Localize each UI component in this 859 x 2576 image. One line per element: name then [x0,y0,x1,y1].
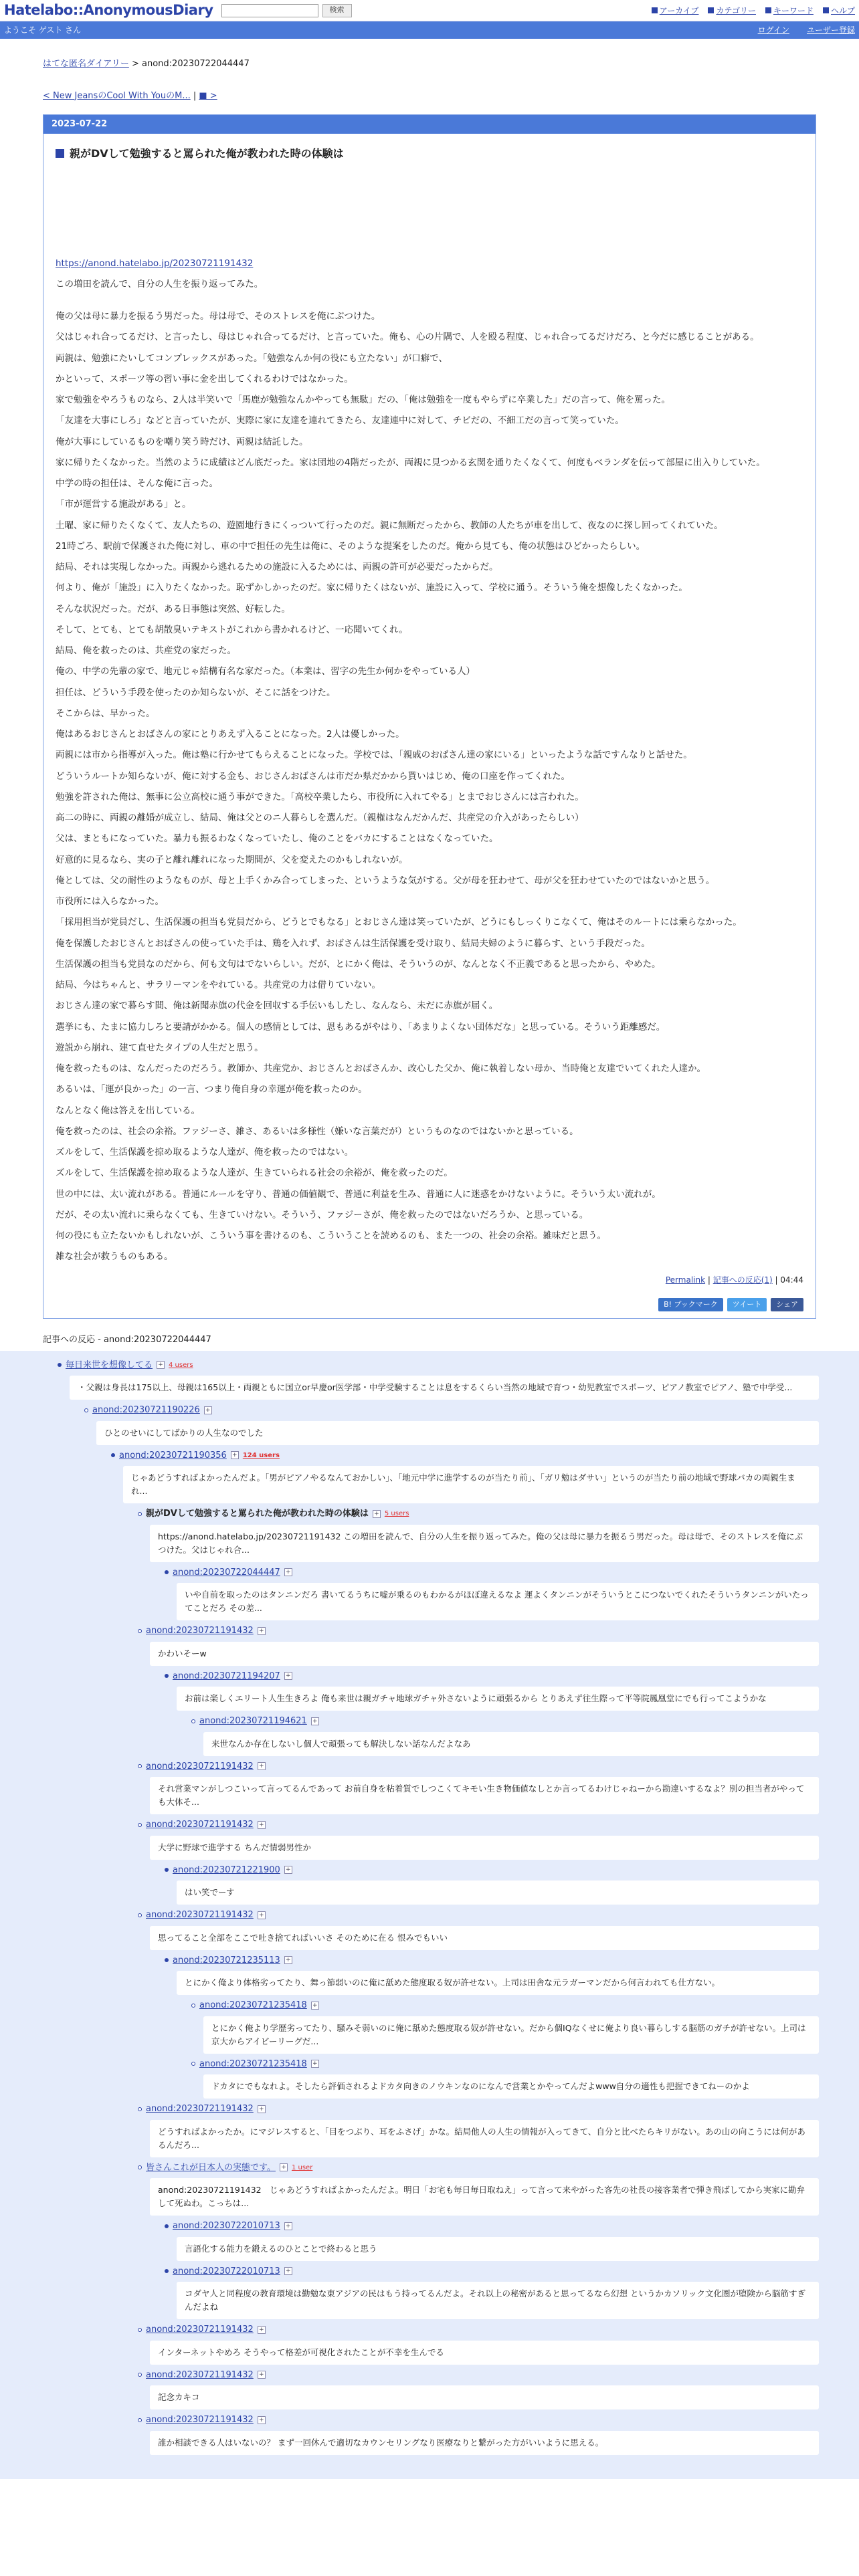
bullet-icon [165,1674,169,1678]
header-nav [652,5,855,17]
reaction-item [165,2220,819,2261]
reaction-excerpt: 来世なんか存在しないし個人で頑張っても解決しない話なんだよなあ [203,1732,819,1756]
entry-paragraph: 勉強を許された俺は、無事に公立高校に通う事ができた。「高校卒業したら、市役所に入れてやる」とまでおじさんには言われた。 [56,791,584,802]
entry-paragraph: 市役所には入らなかった。 [56,896,164,907]
reaction-excerpt: コダヤ人と同程度の教育環境は勤勉な東アジアの民はもう持ってるんだよ。それ以上の秘密があると思ってるなら幻想 というかカソリック文化圏が堕険から脳筋すぎんだよね [177,2282,819,2319]
nav-sep: | [190,90,199,101]
bullet-icon [165,2269,169,2273]
bookmark-users-count[interactable]: 4 users [169,1361,193,1369]
search-button[interactable]: 検索 [322,4,352,17]
entry-paragraph: おじさん達の家で暮らす間、俺は新聞赤旗の代金を回収する手伝いもしたし、なんなら、未だに赤旗が届く。 [56,1000,498,1012]
entry-paragraph: 遊説から崩れ、建て直せたタイプの人生だと思う。 [56,1042,264,1053]
bullet-icon [138,2165,142,2169]
expand-icon[interactable]: + [258,2416,266,2424]
reaction-title[interactable]: anond:20230721194207 [173,1671,280,1681]
expand-icon[interactable]: + [157,1361,165,1369]
expand-icon[interactable]: + [284,1956,292,1964]
site-logo[interactable]: Hatelabo::AnonymousDiary [4,1,213,18]
bullet-icon [138,2328,142,2332]
expand-icon[interactable]: + [284,1672,292,1680]
bookmark-button[interactable]: B! ブックマーク [658,1298,723,1312]
expand-icon[interactable]: + [231,1451,239,1459]
entry-paragraphs [56,276,803,1270]
entry-paragraph: かといって、スポーツ等の習い事に金を出してくれるわけではなかった。 [56,373,353,385]
reaction-header [84,1404,819,1417]
expand-icon[interactable]: + [311,2060,319,2068]
reaction-item [191,1715,819,1756]
reaction-excerpt: とにかく俺より体格劣ってたり、舞っ節弱いのに俺に舐めた態度取る奴が許せない。上司は田舎な元ラガーマンだから何言われても仕方ない。 [177,1971,819,1995]
entry-paragraph: 好意的に見るなら、実の子と離れ離れになった期間が、父を変えたのかもしれないが。 [56,854,408,865]
register-link[interactable]: ユーザー登録 [806,25,855,35]
breadcrumb [43,58,816,71]
reaction-excerpt: それ営業マンがしつこいって言ってるんであって お前自身を粘着質でしつこくてキモい生き物価値なしとか言ってるわけじゃねーから勘違いするなよ？別の担当者がやっても大体そ... [150,1777,819,1814]
reaction-title[interactable]: anond:20230721191432 [146,2325,254,2335]
reaction-excerpt: 大学に野球で進学する ちんだ情弱男性か [150,1836,819,1860]
reaction-header [138,2369,819,2382]
expand-icon[interactable]: + [311,1717,319,1725]
entry-date: 2023-07-22 [43,115,816,134]
entry-paragraph: 雑な社会が救うものもある。 [56,1251,173,1263]
page-bottom-spacer [0,2479,859,2526]
entry-title [56,146,803,162]
reaction-title: 親がDVして勉強すると罵られた俺が教われた時の体験は [146,1509,369,1519]
reaction-header [111,1449,819,1463]
reaction-header [165,1954,819,1967]
reaction-title[interactable]: anond:20230721191432 [146,1910,254,1920]
reaction-header [138,1760,819,1774]
entry-time: 04:44 [780,1275,803,1285]
bullet-icon [165,1868,169,1872]
entry-paragraph: 何の役にも立たないかもしれないが、こういう事を書けるのも、こういうことを読めるのも、また一つの、社会の余裕。雑味だと思う。 [56,1230,606,1241]
login-link[interactable]: ログイン [757,25,789,35]
bullet-icon [165,1570,169,1574]
entry-paragraph: どういうルートか知らないが、俺に対する金も、おじさんおばさんは市だか県だかから貰いはじめ、俺の口座を作ってくれた。 [56,770,570,782]
entry-paragraph: 俺としては、父の耐性のようなものが、母と上手くかみ合ってしまった、というような気がする。父が母を狂わせて、母が父を狂わせていたのではないかと思う。 [56,875,715,886]
bullet-icon [111,1453,115,1457]
reaction-header [165,1566,819,1580]
entry-paragraph: 高二の時に、両親の離婚が成立し、結局、俺は父とのニ人暮らしを選んだ。（親権はなんだかんだ、共産党の介入があったらしい） [56,813,584,823]
entry-paragraph: 父はじゃれ合ってるだけ、と言ったし、母はじゃれ合ってるだけ、と言っていた。俺も、心の片隅で、人を殴る程度、じゃれ合ってるだけだろ、と今だに感じることがある。 [56,332,759,343]
expand-icon[interactable]: + [284,2267,292,2275]
breadcrumb-home[interactable]: はてな匿名ダイアリー [43,59,129,69]
reaction-title[interactable]: anond:20230722010713 [173,2221,280,2231]
entry-paragraph: 父は、まともになっていた。暴力も振るわなくなっていたし、俺のことをバカにすることはなくなっていた。 [56,833,498,845]
nav-category[interactable]: カテゴリー [708,5,756,17]
reaction-item [138,2323,819,2365]
reaction-excerpt: 記念カキコ [150,2385,819,2409]
entry-paragraph: 俺はあるおじさんとおばさんの家にとりあえず入ることになった。2人は優しかった。 [56,729,405,740]
reaction-title[interactable]: 皆さんこれが日本人の実態です。 [146,2162,276,2173]
nav-keyword[interactable]: キーワード [765,5,814,17]
square-icon [56,149,64,158]
reaction-item [138,1909,819,1950]
entry-paragraph: そこからは、早かった。 [56,708,155,719]
reaction-item [138,2161,819,2216]
entry-paragraph: 世の中には、太い流れがある。普通にルールを守り、普通の価値観で、普通に利益を生み、普通に人に迷惑をかけないように。そういう太い流れが。 [56,1188,661,1200]
expand-icon[interactable]: + [258,2371,266,2379]
entry-paragraph: 生活保護の担当も党員なのだから、何も文句はでないらしい。だが、とにかく俺は、そういうのが、なんとなく不正義であると思ったから、やめた。 [56,958,661,970]
bullet-icon [138,1629,142,1633]
entry-paragraph: 担任は、どういう手段を使ったのか知らないが、そこに話をつけた。 [56,687,336,698]
entry-paragraph: 俺を保護したおじさんとおばさんの使っていた手は、鶏を入れず、おばさんは生活保護を受け取り、結局夫婦のように暮らす、という手段だった。 [56,938,650,949]
expand-icon[interactable]: + [258,1911,266,1919]
reaction-header [138,2161,819,2175]
expand-icon[interactable]: + [284,1866,292,1874]
square-icon [823,7,829,13]
reaction-title[interactable]: anond:20230721235418 [199,2058,307,2069]
nav-help[interactable]: ヘルプ [823,5,855,17]
bullet-icon [138,1512,142,1516]
next-entry-link[interactable]: ■ > [199,90,217,101]
square-icon [765,7,771,13]
square-icon [652,7,658,13]
reaction-title[interactable]: anond:20230722044447 [173,1567,280,1578]
bullet-icon [84,1408,88,1412]
reaction-item [138,1818,819,1860]
entry-nav [43,90,816,103]
entry-box [43,114,816,1319]
reaction-item [165,1566,819,1621]
entry-paragraph: 何より、俺が「施設」に入りたくなかった。恥ずかしかったのだ。家に帰りたくはないが、施設に入って、学校に通う。そういう俺を想像したくなかった。 [56,582,688,594]
reaction-excerpt: とにかく俺より学歴劣ってたり、騒みそ弱いのに俺に舐めた態度取る奴が許せない。だから個IQなくせに俺より良い暮らしする脳筋のガチが許せない。上司は京大からアイビーリーグだ... [203,2016,819,2054]
welcome-text: ようこそ ゲスト さん [4,25,82,35]
reaction-item [191,1999,819,2054]
reaction-excerpt: かわいそーw [150,1642,819,1666]
entry-paragraph: 結局、それは実現しなかった。両親から逃れるための施設に入るためには、両親の許可が必要だったからだ。 [56,562,498,572]
reaction-title[interactable]: anond:20230721191432 [146,2369,254,2380]
reaction-item [165,2265,819,2320]
bullet-icon [138,2107,142,2111]
reactions-tree [0,1351,859,2479]
reaction-header [165,2265,819,2278]
entry-paragraph: この増田を読んで、自分の人生を振り返ってみた。 [56,278,264,290]
entry-paragraph: 家で勉強をやろうものなら、2人は半笑いで「馬鹿が勉強なんかやっても無駄」だの、「俺は勉強を一度もやらずに卒業した」だの言って、俺を罵った。 [56,395,671,405]
entry-paragraph: 俺を救ったものは、なんだったのだろう。教師か、共産党か、おじさんとおばさんか、改心した父か、俺に執着しない母か、当時俺と友達でいてくれた人達か。 [56,1063,706,1074]
expand-icon[interactable]: + [258,2105,266,2113]
reaction-header [138,1624,819,1638]
bullet-icon [191,1719,195,1723]
reaction-title[interactable]: anond:20230721191432 [146,1820,254,1830]
entry-paragraph: なんとなく俺は答えを出している。 [56,1105,200,1116]
reaction-title[interactable]: 毎日来世を想像してる [66,1360,153,1370]
entry-paragraph: 「市が運営する施設がある」と。 [56,499,191,510]
reaction-item [138,1507,819,1562]
bullet-icon [138,1913,142,1917]
entry-paragraph: 俺の、中学の先輩の家で、地元じゃ結構有名な家だった。（本業は、習字の先生か何かをやっている人） [56,666,475,677]
bullet-icon [58,1363,62,1367]
reaction-title[interactable]: anond:20230721191432 [146,2415,254,2425]
entry-paragraph: 21時ごろ、駅前で保護された俺に対し、車の中で担任の先生は俺に、そのような提案をしたのだ。俺から見ても、俺の状態はひどかったらしい。 [56,540,646,552]
nav-archive[interactable]: アーカイブ [652,5,699,17]
entry [43,134,816,1294]
reaction-title[interactable]: anond:20230721194621 [199,1716,307,1726]
bullet-icon [138,2418,142,2422]
expand-icon[interactable]: + [204,1406,212,1414]
entry-paragraph: ズルをして、生活保護を掠め取るような人達が、生きていられる社会の余裕が、俺を救ったのだ。 [56,1168,453,1179]
reactions-heading: 記事への反応 - anond:20230722044447 [43,1335,211,1345]
square-icon [708,7,714,13]
bullet-icon [165,2224,169,2228]
bookmark-users-count[interactable]: 124 users [242,1451,280,1459]
breadcrumb-sep: > [128,59,142,69]
reaction-title[interactable]: anond:20230721221900 [173,1864,280,1875]
entry-paragraph: 家に帰りたくなかった。当然のように成績はどん底だった。家は団地の4階だったが、両親に見つかる玄関を通りたくなくて、何度もベランダを伝って部屋に出入りしていた。 [56,457,765,468]
reaction-header [138,1507,819,1521]
expand-icon[interactable]: + [284,1568,292,1576]
bullet-icon [165,1958,169,1962]
reaction-excerpt: はい笑でーす [177,1881,819,1905]
reaction-header [191,1999,819,2012]
site-header [0,0,859,21]
reaction-item [191,2058,819,2099]
reaction-excerpt: 誰か相談できる人はいないの？ まず一回休んで適切なカウンセリングなり医療なりと繋がった方がいいように思える。 [150,2431,819,2455]
entry-paragraph: ズルをして、生活保護を掠め取るような人達が、俺を救ったのではない。 [56,1147,354,1158]
reaction-header [138,2103,819,2116]
reaction-title[interactable]: anond:20230721235418 [199,2000,307,2010]
reaction-header [191,1715,819,1728]
entry-paragraph: 「採用担当が党員だし、生活保護の担当も党員だから、どうとでもなる」とおじさん達は笑っていたが、どうにもしっくりこなくて、俺はそのルートには乗らなかった。 [56,917,742,928]
bullet-icon [138,2373,142,2377]
entry-paragraph: 俺を救ったのは、社会の余裕。ファジーさ、雑さ、あるいは多様性（嫌いな言葉だが）というものなのではないかと思っている。 [56,1125,579,1137]
reaction-header [58,1359,819,1372]
entry-paragraph: 両親には市から指導が入った。俺は塾に行かせてもらえることになった。学校では、「親戚のおばさん達の家にいる」といったような話ですんなりと話せた。 [56,750,692,761]
reaction-excerpt: 言語化する能力を鍛えるのひとことで終わると思う [177,2237,819,2261]
search-input[interactable] [221,4,318,17]
reaction-excerpt: じゃあどうすればよかったんだよ。「男がピアノやるなんておかしい」、「地元中学に進学するのが当たり前」、「ガリ勉はダサい」というのが当たり前の地域で野球バカの両親生まれ... [123,1466,819,1503]
expand-icon[interactable]: + [258,1627,266,1635]
breadcrumb-current: anond:20230722044447 [142,59,250,69]
reaction-item [165,1864,819,1905]
bookmark-users-count[interactable]: 5 users [384,1510,409,1518]
entry-paragraph: 結局、俺を救ったのは、共産党の家だった。 [56,645,236,656]
reaction-excerpt: ドカタにでもなれよ。そしたら評価されるよドカタ向きのノウキンなのになんで営業とかやってんだよwww自分の適性も把握できてねーのかよ [203,2074,819,2099]
entry-paragraph: 選挙にも、たまに協力しろと要請がかかる。個人の感情としては、恩もあるがやはり、「あまりよくない団体だな」と思っている。そういう距離感だ。 [56,1021,666,1033]
reaction-item [138,1624,819,1666]
reaction-header [138,1909,819,1922]
entry-paragraph: 土曜、家に帰りたくなくて、友人たちの、遊園地行きにくっついて行ったのだ。親に無断だったから、教師の人たちが車を出して、夜なのに探し回ってくれていた。 [56,520,723,531]
reaction-excerpt: インターネットやめろ そうやって格差が可視化されたことが不幸を生んでる [150,2341,819,2365]
reaction-header [138,2413,819,2427]
reaction-header [138,1818,819,1832]
expand-icon[interactable]: + [284,2222,292,2230]
reaction-item [165,1670,819,1711]
reaction-header [165,1864,819,1877]
entry-url-link[interactable]: https://anond.hatelabo.jp/20230721191432 [56,257,254,269]
entry-paragraph: 結局、今はちゃんと、サラリーマンをやれている。共産党の力は借りていない。 [56,980,381,990]
entry-paragraph: 中学の時の担任は、そんな俺に言った。 [56,478,218,489]
bookmark-users-count[interactable]: 1 user [291,2163,313,2171]
entry-paragraph: あるいは、「運が良かった」の一言、つまり俺自身の幸運が俺を救ったのか。 [56,1084,367,1095]
bullet-icon [138,1764,142,1768]
tweet-button[interactable]: ツイート [727,1298,767,1312]
main-content [0,58,859,1319]
reaction-title[interactable]: anond:20230721191432 [146,1626,254,1636]
reaction-title[interactable]: anond:20230721191432 [146,1761,254,1772]
reaction-header [191,2058,819,2071]
entry-paragraph: 俺が大事にしているものを嘲り笑う時だけ、両親は結託した。 [56,436,308,447]
reaction-item [165,1954,819,1996]
prev-entry-link[interactable]: < New JeansのCool With YouのM... [43,90,191,101]
reaction-item [111,1449,819,1504]
reaction-title[interactable]: anond:20230721190356 [119,1450,227,1461]
expand-icon[interactable]: + [373,1510,381,1518]
entry-paragraph: 俺の父は母に暴力を振るう男だった。母は母で、そのストレスを俺にぶつけた。 [56,311,381,322]
entry-paragraph: そして、とても、とても胡散臭いテキストがこれから書かれるけど、一応聞いてくれ。 [56,624,408,635]
expand-icon[interactable]: + [258,1821,266,1829]
reaction-header [165,1670,819,1683]
reaction-excerpt: https://anond.hatelabo.jp/20230721191432 この増田を読んで、自分の人生を振り返ってみた。俺の父は母に暴力を振るう男だった。母は母で、そのストレスを俺にぶつけた。父はじゃれ合... [150,1525,819,1562]
reaction-title[interactable]: anond:20230721191432 [146,2104,254,2114]
expand-icon[interactable]: + [258,1762,266,1770]
reaction-title[interactable]: anond:20230721190226 [92,1405,200,1415]
reaction-excerpt: ひとのせいにしてばかりの人生なのでした [96,1421,819,1445]
facebook-share-button[interactable]: シェア [771,1298,803,1312]
entry-footer: Permalink | 記事への反応(1) | 04:44 [665,1275,803,1285]
reaction-title[interactable]: anond:20230722010713 [173,2266,280,2276]
entry-body [56,255,803,1270]
reaction-title[interactable]: anond:20230721235113 [173,1955,280,1965]
entry-paragraph: 「友達を大事にしろ」などと言っていたが、実際に家に友達を連れてきたら、友達連中に対して、チビだの、不細工だの言って笑っていた。 [56,415,624,427]
reaction-excerpt: お前は楽しくエリート人生生きろよ 俺も来世は親ガチャ地球ガチャ外さないように頑張るから とりあえず往生際って平等院鳳凰堂にでも行ってこようかな [177,1687,819,1711]
entry-paragraph: そんな状況だった。だが、ある日事態は突然、好転した。 [56,603,290,615]
reaction-item [138,2103,819,2157]
reaction-header [138,2323,819,2337]
reaction-excerpt: どうすればよかったか。にマジレスすると、「目をつぶり、耳をふさげ」かな。結局他人の人生の情報が入ってきて、自分と比べたらキリがない。あの山の向こうには何があるんだろ... [150,2120,819,2157]
reaction-item [138,2369,819,2410]
share-bar [43,1294,816,1319]
reaction-header [165,2220,819,2233]
reaction-excerpt: anond:20230721191432 じゃあどうすればよかったんだよ。明日「お宅も毎日毎日取ねえ」って言って来やがった客先の社長の接客業者で弾き飛ばしてから実家に勘弁して死ぬわ。こっちは... [150,2178,819,2216]
expand-icon[interactable]: + [280,2163,288,2171]
expand-icon[interactable]: + [311,2002,319,2010]
refs-link[interactable]: 記事への反応(1) [712,1275,773,1285]
bullet-icon [138,1823,142,1827]
reaction-item [138,1760,819,1815]
bullet-icon [191,2062,195,2066]
reaction-excerpt: いや自前を取ったのはタンニンだろ 書いてるうちに嘘が乗るのもわかるがほぼ違えるなよ 運よくタンニンがそういうとこにつないでくれたそういうタンニンがいたってことだろ その差... [177,1583,819,1620]
reaction-item [84,1404,819,1445]
bullet-icon [191,2004,195,2008]
permalink[interactable]: Permalink [665,1275,706,1285]
entry-paragraph: 両親は、勉強にたいしてコンプレックスがあった。「勉強なんか何の役にも立たない」が口癖で、 [56,352,448,364]
reaction-excerpt: ・父親は身長は175以上、母親は165以上・両親ともに国立or早慶or医学部・中学受験することは息をするくらい当然の地域で育つ・幼児教室でスポーツ、ピアノ教室でピアノ、塾で中学受... [70,1376,819,1400]
entry-title-text: 親がDVして勉強すると罵られた俺が教われた時の体験は [70,146,344,160]
reaction-excerpt: 思ってること全部をここで吐き捨てればいいさ そのために在る 恨みでもいい [150,1926,819,1950]
reaction-item [138,2413,819,2455]
expand-icon[interactable]: + [258,2326,266,2334]
user-bar [0,21,859,39]
entry-paragraph: だが、その太い流れに乗らなくても、生きていけない。そういう、ファジーさが、俺を救ったのではないだろうか、と思っている。 [56,1209,589,1220]
reaction-item [58,1359,819,1400]
